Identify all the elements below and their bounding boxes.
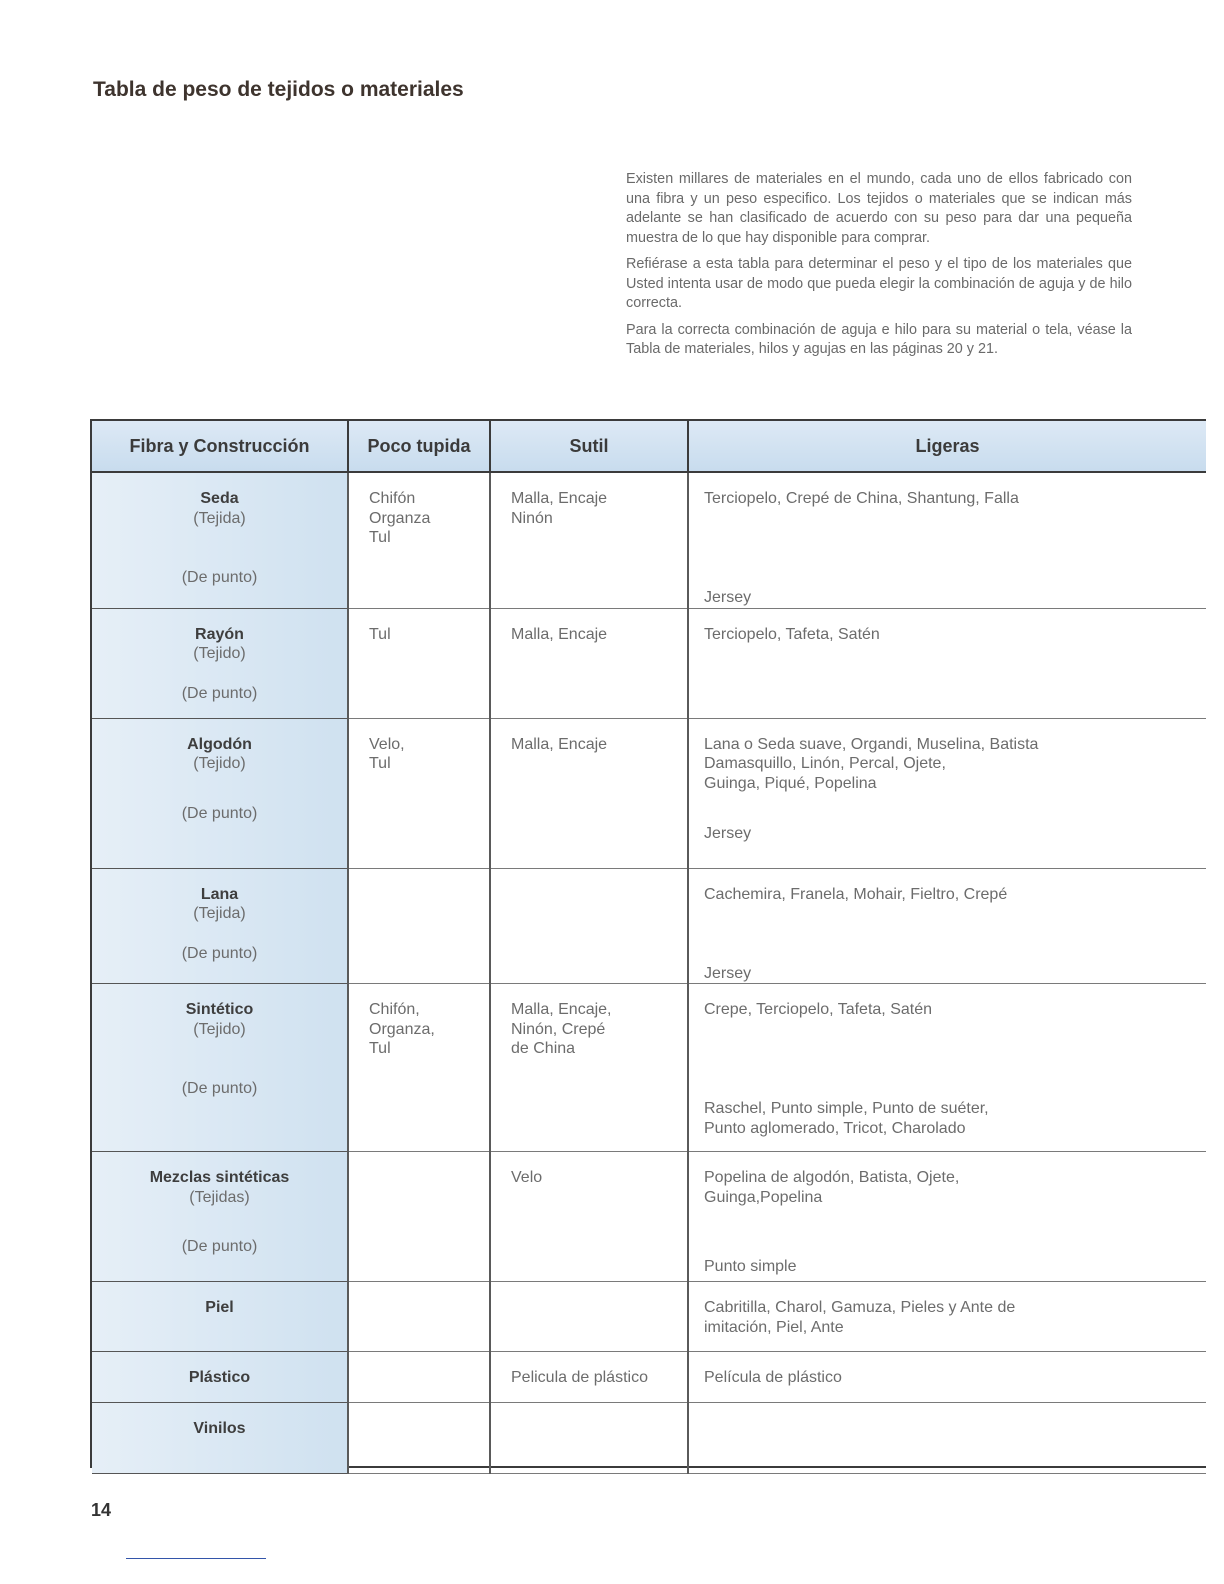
ligeras-knit-group: [704, 588, 1206, 608]
cell-line: Chifón: [369, 490, 416, 507]
cell-line: Velo: [511, 1169, 543, 1186]
sutil-cell: [490, 1282, 688, 1352]
ligeras-cell: [688, 608, 1206, 718]
fiber-name: Lana: [200, 885, 239, 903]
sutil-cell: [490, 1152, 688, 1282]
cell-line: Malla, Encaje,: [511, 1001, 612, 1018]
intro-text: [626, 170, 1132, 367]
cell-line: Lana o Seda suave, Organdi, Muselina, Batista: [704, 735, 1039, 753]
fiber-name: Algodón: [187, 735, 252, 753]
poco-tupida-cell: [348, 1403, 490, 1474]
ligeras-knit-group: [704, 824, 1206, 844]
sutil-cell: [490, 472, 688, 608]
construction-woven: (Tejido): [193, 645, 246, 662]
fiber-cell: [92, 1403, 348, 1474]
cell-line: Raschel, Punto simple, Punto de suéter,: [704, 1100, 989, 1117]
cell-line: Chifón,: [369, 1001, 420, 1018]
cell-line: Organza,: [369, 1020, 435, 1038]
cell-line: imitación, Piel, Ante: [704, 1318, 844, 1336]
ligeras-knit-group: [704, 1099, 1206, 1138]
fiber-cell: [92, 718, 348, 868]
construction-knit: (De punto): [181, 944, 258, 962]
cell-line: Guinga, Piqué, Popelina: [704, 774, 877, 792]
cell-line: Cachemira, Franela, Mohair, Fieltro, Crepé: [704, 885, 1008, 903]
cell-line: Tul: [369, 625, 391, 643]
cell-line: Popelina de algodón, Batista, Ojete,: [704, 1169, 960, 1186]
header-poco-tupida: Poco tupida: [348, 421, 490, 472]
ligeras-cell: [688, 1152, 1206, 1282]
cell-line: Punto simple: [704, 1258, 797, 1275]
fiber-cell: [92, 868, 348, 984]
cell-line: Jersey: [704, 589, 752, 606]
fiber-cell: [92, 1352, 348, 1403]
cell-line: Malla, Encaje: [511, 735, 608, 753]
ligeras-knit-group: [704, 1257, 1206, 1277]
cell-line: Tul: [369, 529, 391, 546]
fiber-cell: [92, 1282, 348, 1352]
ligeras-knit-group: [704, 964, 1206, 984]
construction-woven: (Tejido): [193, 755, 246, 772]
poco-tupida-cell: [348, 472, 490, 608]
sutil-cell: [490, 984, 688, 1152]
construction-knit: (De punto): [181, 1080, 258, 1097]
table-row: [92, 1403, 1206, 1474]
poco-tupida-cell: [348, 984, 490, 1152]
cell-line: Terciopelo, Tafeta, Satén: [704, 625, 880, 643]
poco-tupida-cell: [348, 718, 490, 868]
fiber-name: Plástico: [188, 1369, 251, 1386]
fiber-cell: [92, 984, 348, 1152]
cell-line: Malla, Encaje: [511, 490, 608, 507]
table-row: [92, 718, 1206, 868]
fiber-name: Seda: [200, 490, 239, 507]
intro-paragraph: Para la correcta combinación de aguja e hilo para su material o tela, véase la Tabla de materiales, hilos y agujas en las páginas 20 y 21.: [626, 321, 1132, 357]
ligeras-cell: [688, 472, 1206, 608]
table-row: [92, 608, 1206, 718]
construction-knit: (De punto): [181, 1238, 258, 1255]
table-row: [92, 1282, 1206, 1352]
ligeras-cell: [688, 718, 1206, 868]
cell-line: Terciopelo, Crepé de China, Shantung, Falla: [704, 490, 1019, 507]
cell-line: Malla, Encaje: [511, 625, 608, 643]
cell-line: Crepe, Terciopelo, Tafeta, Satén: [704, 1001, 932, 1018]
fiber-cell: [92, 472, 348, 608]
header-fiber: Fibra y Construcción: [92, 421, 348, 472]
cell-line: Jersey: [704, 964, 752, 982]
sutil-cell: [490, 718, 688, 868]
footer-rule: [126, 1558, 266, 1559]
ligeras-cell: [688, 1352, 1206, 1403]
page-title: Tabla de peso de tejidos o materiales: [93, 78, 464, 101]
intro-paragraph: Refiérase a esta tabla para determinar el peso y el tipo de los materiales que Usted intenta usar de modo que pueda elegir la combinación de aguja y de hilo correcta.: [626, 256, 1132, 311]
table-row: [92, 1352, 1206, 1403]
construction-knit: (De punto): [181, 569, 258, 586]
page-number: 14: [91, 1500, 112, 1520]
fiber-name: Mezclas sintéticas: [149, 1169, 290, 1186]
construction-woven: (Tejidas): [189, 1188, 250, 1206]
cell-line: Tul: [369, 1040, 391, 1057]
sutil-cell: [490, 868, 688, 984]
cell-line: Ninón: [511, 509, 553, 527]
poco-tupida-cell: [348, 1352, 490, 1403]
table: [92, 421, 1206, 1474]
construction-knit: (De punto): [181, 804, 258, 822]
fiber-cell: [92, 608, 348, 718]
construction-woven: (Tejida): [193, 905, 246, 922]
ligeras-cell: [688, 1403, 1206, 1474]
intro-paragraph: Existen millares de materiales en el mundo, cada uno de ellos fabricado con una fibra y un peso especifico. Los tejidos o materiales que se indican más adelante se han clasificado de acuerdo con su peso para dar una pequeña muestra de lo que hay disponible para comprar.: [626, 171, 1132, 246]
sutil-cell: [490, 608, 688, 718]
poco-tupida-cell: [348, 608, 490, 718]
cell-line: Ninón, Crepé: [511, 1020, 606, 1038]
cell-line: Punto aglomerado, Tricot, Charolado: [704, 1119, 966, 1137]
fiber-name: Sintético: [185, 1001, 254, 1018]
poco-tupida-cell: [348, 1152, 490, 1282]
construction-woven: (Tejida): [193, 509, 246, 527]
table-row: [92, 868, 1206, 984]
ligeras-cell: [688, 984, 1206, 1152]
cell-line: Damasquillo, Linón, Percal, Ojete,: [704, 755, 946, 772]
table-header-row: [92, 421, 1206, 472]
cell-line: Guinga,Popelina: [704, 1188, 823, 1206]
fabric-weight-table: [90, 419, 1206, 1468]
poco-tupida-cell: [348, 1282, 490, 1352]
construction-woven: (Tejido): [193, 1020, 246, 1038]
cell-line: Organza: [369, 509, 431, 527]
table-row: [92, 1152, 1206, 1282]
header-sutil: Sutil: [490, 421, 688, 472]
fiber-name: Vinilos: [193, 1420, 246, 1437]
fiber-cell: [92, 1152, 348, 1282]
ligeras-cell: [688, 1282, 1206, 1352]
cell-line: Película de plástico: [704, 1369, 842, 1386]
sutil-cell: [490, 1403, 688, 1474]
fiber-name: Piel: [205, 1299, 234, 1316]
cell-line: Tul: [369, 755, 391, 772]
cell-line: Jersey: [704, 824, 752, 842]
table-row: [92, 984, 1206, 1152]
cell-line: Velo,: [369, 735, 405, 753]
cell-line: Cabritilla, Charol, Gamuza, Pieles y Ante de: [704, 1299, 1016, 1316]
sutil-cell: [490, 1352, 688, 1403]
construction-knit: (De punto): [181, 684, 258, 702]
header-ligeras: Ligeras: [688, 421, 1206, 472]
poco-tupida-cell: [348, 868, 490, 984]
cell-line: Pelicula de plástico: [511, 1369, 648, 1386]
fiber-name: Rayón: [195, 625, 244, 643]
table-row: [92, 472, 1206, 608]
ligeras-cell: [688, 868, 1206, 984]
cell-line: de China: [511, 1040, 576, 1057]
